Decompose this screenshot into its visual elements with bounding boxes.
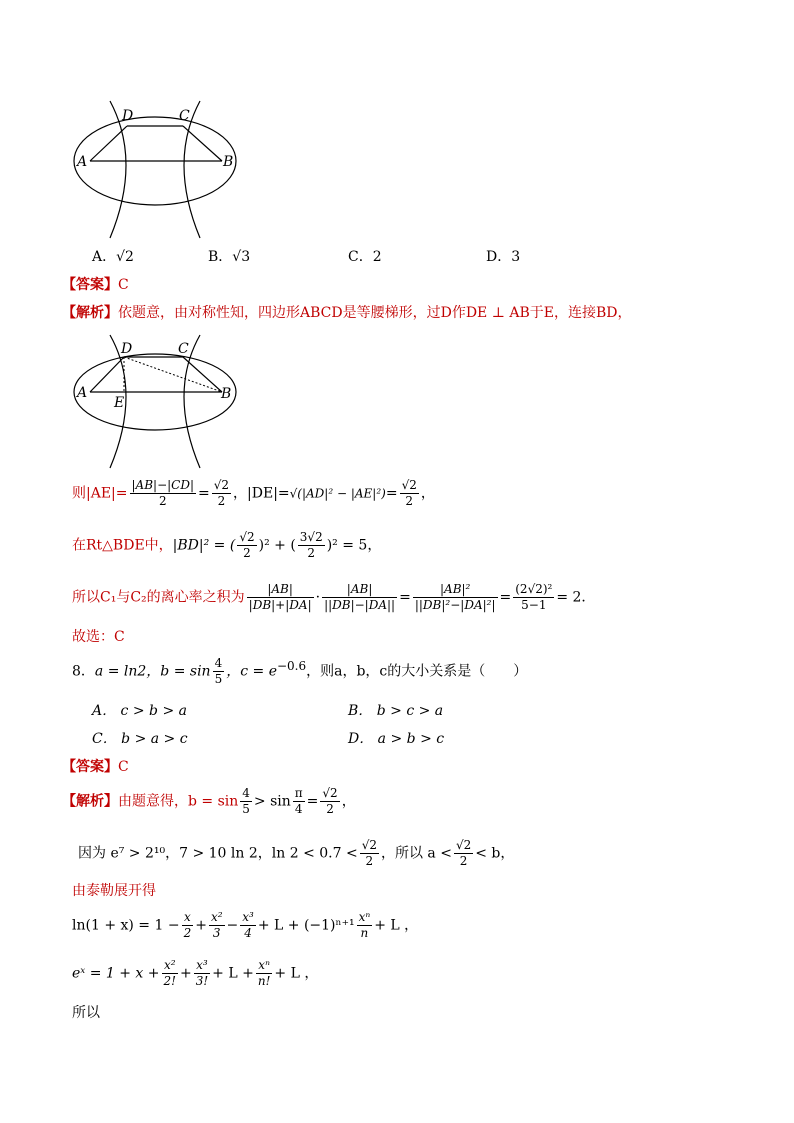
- numerator: |AB|: [322, 582, 397, 598]
- denominator: 2!: [163, 974, 176, 988]
- numerator: x²: [162, 958, 178, 974]
- denominator: n!: [257, 974, 271, 988]
- label-c: C: [178, 341, 189, 357]
- reasoning-line: [78, 838, 514, 869]
- fraction: [247, 582, 314, 613]
- numerator: x: [182, 910, 194, 926]
- eq-prefix: 所以C₁与C₂的离心率之积为: [72, 589, 245, 606]
- fraction: [298, 530, 325, 561]
- numerator: √2: [455, 838, 472, 852]
- numerator: √2: [239, 530, 255, 544]
- answer-bracket: 【答案】: [62, 759, 118, 775]
- denominator: 5: [214, 672, 223, 686]
- denominator: 5: [242, 802, 250, 816]
- option-8b: B． b > c > a: [348, 703, 444, 719]
- denominator: 5−1: [521, 598, 547, 612]
- option-value: √3: [232, 249, 251, 265]
- numerator: x³: [194, 958, 210, 974]
- analysis-bracket: 【解析】: [62, 305, 118, 321]
- line-text: < b，: [475, 845, 515, 862]
- operator: + L +: [212, 965, 254, 982]
- fraction: [413, 582, 498, 613]
- label-e: E: [114, 395, 125, 411]
- answer-value: C: [118, 759, 129, 775]
- denominator: 4: [294, 802, 303, 816]
- denominator: 2: [307, 546, 316, 560]
- question-text: a = ln2，b = sin: [94, 663, 211, 680]
- numerator: √2: [322, 786, 338, 800]
- question-8: [72, 656, 527, 687]
- operator: + L ，: [374, 917, 419, 934]
- denominator: ||DB|−|DA||: [324, 598, 396, 612]
- fraction: [213, 656, 225, 687]
- fraction: [162, 958, 178, 989]
- numerator: √2: [213, 478, 230, 492]
- equals: =: [306, 793, 319, 810]
- question-text: ，则a，b，c的大小关系是（ ）: [306, 663, 528, 680]
- numerator: |AB|: [247, 582, 314, 598]
- ln-series: [72, 910, 418, 941]
- fraction: [182, 910, 194, 941]
- fraction: [293, 786, 305, 817]
- equation-eccentricity-product: [72, 582, 595, 613]
- denominator: 3!: [195, 974, 209, 988]
- series-text: eˣ = 1 + x +: [72, 965, 160, 982]
- operator: −: [226, 917, 239, 934]
- denominator: 2: [405, 494, 414, 508]
- option-8c: C． b > a > c: [92, 731, 188, 747]
- answer-7: [62, 274, 129, 294]
- conclusion-lead: 所以: [72, 1005, 100, 1021]
- sqrt-expression: √(|AD|² − |AE|²): [289, 486, 386, 501]
- eq-mid: ，|DE|=: [233, 485, 290, 502]
- denominator: 2: [183, 926, 192, 940]
- exponent: −0.6: [276, 658, 307, 673]
- segment-bc: [183, 357, 222, 392]
- label-d: D: [122, 108, 134, 124]
- label-b: B: [221, 386, 232, 402]
- question-number: 8．: [72, 663, 95, 680]
- option-7c: C．2: [348, 249, 382, 265]
- numerator: π: [294, 786, 303, 800]
- option-label: B．: [208, 249, 233, 265]
- fraction: [322, 582, 397, 613]
- figure-ellipse-hyperbola-2: [60, 332, 260, 472]
- denominator: 2: [326, 802, 334, 816]
- fraction: [130, 478, 197, 509]
- eq-mid: )² + (: [258, 537, 296, 554]
- label-d: D: [121, 341, 133, 357]
- eq-body: |BD|² = (: [172, 537, 236, 554]
- equals: =: [499, 589, 512, 606]
- denominator: 2: [243, 546, 251, 560]
- fraction: [400, 478, 419, 509]
- operator: +: [179, 965, 192, 982]
- numerator: 3√2: [299, 530, 323, 544]
- line-text: 因为 e⁷ > 2¹⁰，7 > 10 ln 2，ln 2 < 0.7 <: [78, 845, 358, 862]
- denominator: 2: [459, 854, 468, 868]
- denominator: n: [360, 926, 369, 940]
- equation-ae-de: [72, 478, 435, 509]
- analysis-bracket: 【解析】: [62, 793, 118, 810]
- fraction: [256, 958, 273, 989]
- exp-series: [72, 958, 318, 989]
- option-label: A．: [92, 249, 117, 265]
- analysis-7: [62, 302, 631, 322]
- denominator: 3: [212, 926, 221, 940]
- fraction: [194, 958, 210, 989]
- denominator: 2: [365, 854, 374, 868]
- fraction: [209, 910, 225, 941]
- gt: > sin: [253, 793, 291, 810]
- label-c: C: [179, 108, 190, 124]
- numerator: √2: [361, 838, 377, 852]
- question-text: ，c = e: [226, 663, 277, 680]
- eq-end: ，: [341, 793, 356, 810]
- equation-bd: [72, 530, 381, 561]
- option-value: √2: [116, 249, 134, 265]
- numerator: x²: [210, 910, 223, 924]
- fraction: [320, 786, 339, 817]
- answer-bracket: 【答案】: [62, 277, 118, 293]
- figure-ellipse-hyperbola-1: [60, 96, 260, 242]
- analysis-8: [62, 786, 356, 817]
- denominator: 4: [244, 926, 252, 940]
- numerator: xⁿ: [256, 958, 273, 974]
- fraction: [360, 838, 379, 869]
- denominator: 2: [217, 494, 226, 508]
- eq-end: )² = 5，: [326, 537, 382, 554]
- fraction: [454, 838, 473, 869]
- choice-label: 故选：: [72, 629, 114, 645]
- line-text: ，所以 a <: [380, 845, 452, 862]
- choice-7: [72, 626, 125, 646]
- label-a: A: [77, 385, 88, 401]
- eq-prefix: 在Rt△BDE中，: [72, 537, 173, 554]
- numerator: xⁿ: [358, 910, 371, 924]
- numerator: x³: [242, 910, 254, 924]
- option-7a: [92, 246, 134, 266]
- operator: + L ，: [274, 965, 319, 982]
- numerator: (2√2)²: [515, 582, 553, 596]
- denominator: ||DB|²−|DA|²|: [414, 598, 496, 612]
- option-7b: [208, 246, 250, 266]
- operator: +: [195, 917, 207, 934]
- fraction: [513, 582, 554, 613]
- answer-8: [62, 756, 129, 776]
- taylor-heading: 由泰勒展开得: [72, 883, 156, 899]
- dot: ·: [315, 589, 321, 606]
- numerator: 4: [214, 656, 223, 670]
- operator: + L + (−1)ⁿ⁺¹: [257, 917, 355, 934]
- segment-bc: [183, 126, 222, 161]
- numerator: |AB|−|CD|: [131, 478, 195, 492]
- answer-value: C: [118, 277, 129, 293]
- analysis-text: 由题意得，b = sin: [118, 793, 239, 810]
- segment-ad: [90, 357, 124, 392]
- eq-prefix: 则|AE|=: [72, 485, 128, 502]
- option-8d: D． a > b > c: [348, 731, 445, 747]
- fraction: [237, 530, 256, 561]
- choice-value: C: [114, 629, 125, 645]
- segment-db-dashed: [124, 357, 222, 392]
- denominator: 2: [158, 494, 167, 508]
- fraction: [240, 786, 252, 817]
- eq-end: = 2．: [556, 589, 596, 606]
- label-b: B: [223, 154, 234, 170]
- denominator: |DB|+|DA|: [248, 598, 312, 612]
- numerator: 4: [242, 786, 250, 800]
- analysis-text: 依题意，由对称性知，四边形ABCD是等腰梯形，过D作DE ⊥ AB于E，连接BD，: [118, 305, 632, 321]
- fraction: [357, 910, 373, 941]
- equals: =: [399, 589, 411, 606]
- fraction: [240, 910, 256, 941]
- series-text: ln(1 + x) = 1 −: [72, 917, 180, 934]
- label-a: A: [77, 154, 88, 170]
- option-7d: D．3: [486, 249, 521, 265]
- fraction: [212, 478, 231, 509]
- numerator: √2: [401, 478, 417, 492]
- option-8a: A． c > b > a: [92, 703, 187, 719]
- eq-end: ，: [420, 485, 435, 502]
- equals: =: [385, 485, 398, 502]
- equals: =: [198, 485, 210, 502]
- numerator: |AB|²: [413, 582, 498, 598]
